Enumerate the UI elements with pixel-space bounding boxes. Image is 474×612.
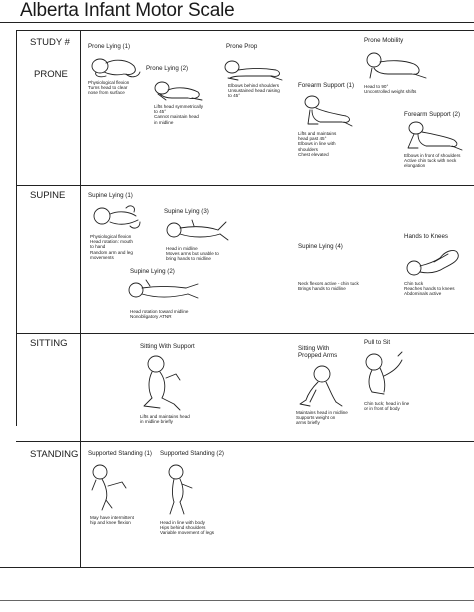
prone-supine-divider	[16, 185, 474, 186]
supine-lying-2-figure	[126, 278, 202, 306]
prone-mobility-figure	[364, 48, 430, 82]
item-forearm-support-2: Forearm Support (2)	[404, 111, 461, 118]
top-border	[16, 30, 474, 31]
label-column-divider	[80, 30, 81, 568]
hands-to-knees-notes: Chin tuck Reaches hands to knees Abdominals active	[404, 281, 455, 297]
item-prone-mobility: Prone Mobility	[364, 37, 404, 44]
prone-lying-1-figure	[86, 54, 146, 80]
sitting-with-support-notes: Lifts and maintains head in midline briefly	[140, 414, 190, 425]
supported-standing-1-notes: May have intermittent hip and knee flexion	[90, 515, 134, 526]
title-rule	[0, 22, 474, 23]
forearm-support-1-notes: Lifts and maintains head past 45° Elbows in line with shoulders Chest elevated	[298, 131, 337, 157]
page-title: Alberta Infant Motor Scale	[20, 0, 235, 21]
item-prone-lying-2: Prone Lying (2)	[146, 65, 189, 72]
prone-mobility-notes: Head to 90° Uncontrolled weight shifts	[364, 84, 417, 95]
item-supine-lying-3: Supine Lying (3)	[164, 208, 209, 215]
prone-lying-2-notes: Lifts head symmetrically to 45° Cannot maintain head in midline	[154, 104, 204, 125]
sitting-propped-arms-notes: Maintains head in midline Supports weight on arms briefly	[296, 410, 348, 426]
item-sitting-propped-arms: Sitting With Propped Arms	[298, 345, 338, 359]
sitting-standing-divider	[16, 441, 474, 442]
item-supine-lying-1: Supine Lying (1)	[88, 192, 133, 199]
forearm-support-1-figure	[300, 94, 356, 130]
supine-lying-2-notes: Head rotation toward midline Nonobligatory ATNR	[130, 309, 189, 320]
section-standing: STANDING	[30, 449, 79, 460]
left-border	[16, 30, 17, 426]
study-number-label: STUDY #	[30, 37, 70, 48]
supine-lying-3-notes: Head in midline Moves arms but unable to bring hands to midline	[166, 246, 219, 262]
bottom-border	[0, 567, 474, 568]
item-forearm-support-1: Forearm Support (1)	[298, 82, 355, 89]
item-supine-lying-4: Supine Lying (4)	[298, 243, 343, 250]
prone-lying-2-figure	[152, 78, 208, 102]
supine-sitting-divider	[16, 333, 474, 334]
section-prone: PRONE	[34, 69, 68, 80]
item-supine-lying-2: Supine Lying (2)	[130, 268, 175, 275]
footer-rule	[0, 600, 474, 601]
prone-prop-figure	[222, 58, 288, 82]
supported-standing-2-figure	[160, 462, 200, 518]
item-hands-to-knees: Hands to Knees	[404, 233, 449, 240]
section-sitting: SITTING	[30, 338, 68, 349]
sitting-with-support-figure	[140, 354, 184, 412]
forearm-support-2-notes: Elbows in front of shoulders Active chin tuck with neck elongation	[404, 153, 461, 169]
supported-standing-2-notes: Head in line with body Hips behind shoulders Variable movement of legs	[160, 520, 215, 536]
supine-lying-1-figure	[90, 202, 146, 232]
hands-to-knees-figure	[404, 244, 464, 280]
supine-lying-1-notes: Physiological flexion Head rotation: mouth to hand Random arm and leg movements	[90, 234, 133, 260]
item-prone-lying-1	[88, 43, 130, 50]
prone-prop-notes: Elbows behind shoulders Unsustained head raising to 45°	[228, 83, 280, 99]
supine-lying-4-notes: Neck flexors active - chin tuck Brings hands to midline	[298, 281, 359, 292]
item-prone-prop: Prone Prop	[226, 43, 258, 50]
item-supported-standing-1: Supported Standing (1)	[88, 450, 152, 457]
supine-lying-3-figure	[164, 218, 230, 244]
supported-standing-1-figure	[88, 462, 128, 512]
prone-lying-1-notes: Physiological flexion Turns head to clear nose from surface	[88, 80, 130, 96]
forearm-support-2-figure	[404, 120, 464, 152]
section-supine: SUPINE	[30, 190, 66, 201]
pull-to-sit-notes: Chin tuck; head in line or in front of body	[364, 401, 410, 412]
sitting-propped-arms-figure	[296, 364, 346, 408]
item-supported-standing-2: Supported Standing (2)	[160, 450, 224, 457]
item-sitting-with-support: Sitting With Support	[140, 343, 195, 350]
item-label: Prone Lying (1)	[88, 43, 131, 50]
item-pull-to-sit: Pull to Sit	[364, 339, 391, 346]
pull-to-sit-figure	[362, 350, 406, 398]
